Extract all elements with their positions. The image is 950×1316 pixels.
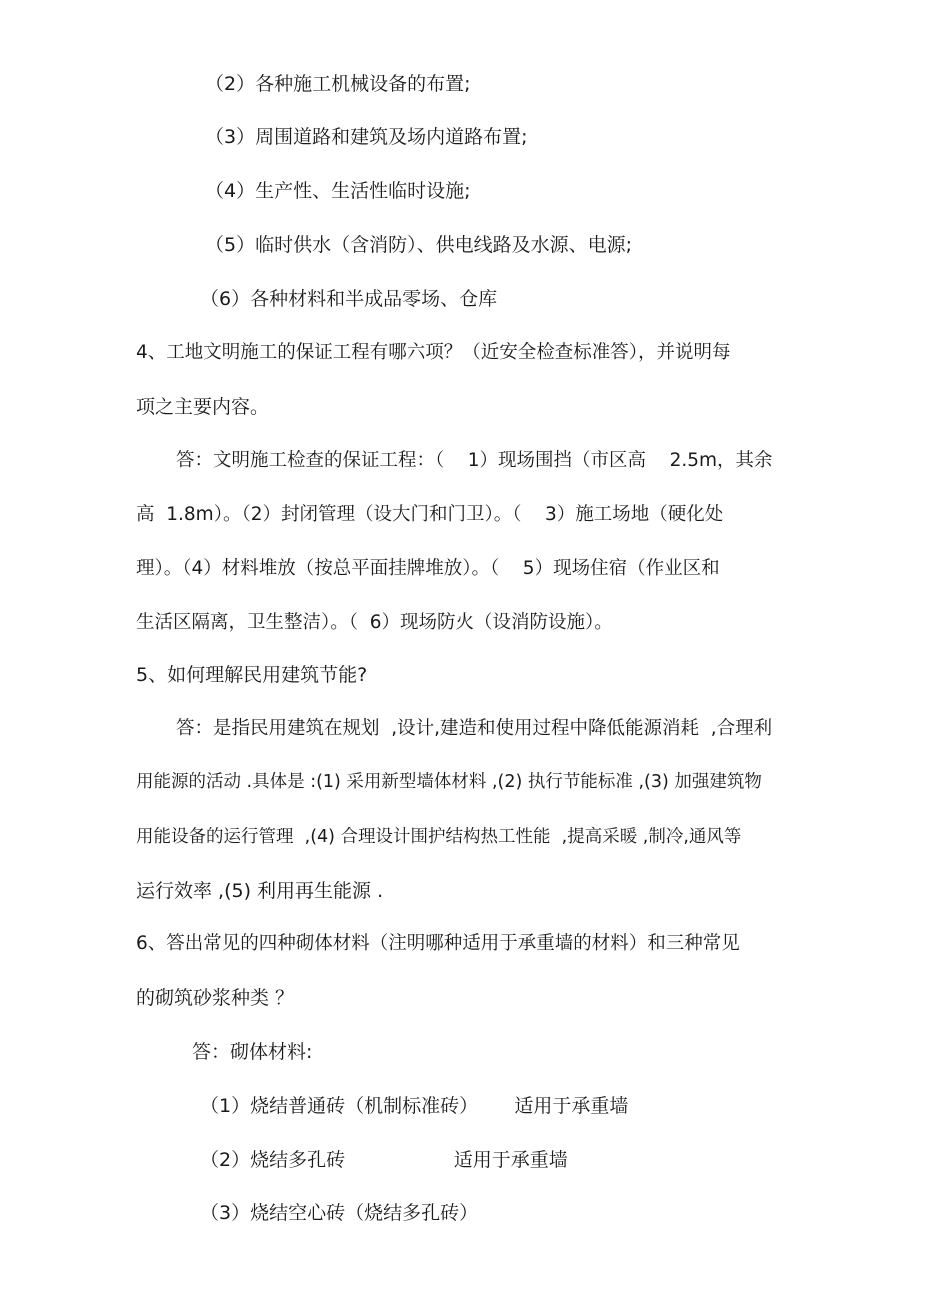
answer-paragraph-line: 用能源的活动 .具体是 :(1) 采用新型墙体材料 ,(2) 执行节能标准 ,(3) 加强建筑物: [136, 772, 762, 792]
answer-paragraph-line: 高 1.8m）。（2）封闭管理（设大门和门卫）。（ 3）施工场地（硬化处: [136, 504, 724, 525]
answer-paragraph-line: 运行效率 ,(5) 利用再生能源 .: [136, 880, 384, 902]
answer-label: 答：砌体材料:: [192, 1041, 313, 1063]
question-heading: 4、工地文明施工的保证工程有哪六项？（近安全检查标准答），并说明每: [136, 342, 731, 363]
answer-paragraph-line: 答：是指民用建筑在规划 ,设计,建造和使用过程中降低能源消耗 ,合理利: [176, 718, 773, 739]
question-heading-continued: 的砌筑砂浆种类 ？: [136, 987, 295, 1009]
list-item: （5）临时供水（含消防）、供电线路及水源、电源;: [205, 234, 632, 256]
list-item: （2）烧结多孔砖 适用于承重墙: [200, 1149, 568, 1171]
list-item: （3）周围道路和建筑及场内道路布置;: [205, 126, 528, 148]
question-heading: 5、如何理解民用建筑节能?: [136, 664, 368, 686]
answer-paragraph-line: 答：文明施工检查的保证工程：（ 1）现场围挡（市区高 2.5m，其余: [176, 450, 773, 471]
list-item: （4）生产性、生活性临时设施;: [205, 180, 471, 202]
question-heading: 6、答出常见的四种砌体材料（注明哪种适用于承重墙的材料）和三种常见: [136, 933, 740, 954]
answer-paragraph-line: 理）。（4）材料堆放（按总平面挂牌堆放）。（ 5）现场住宿（作业区和: [136, 558, 720, 579]
list-item: （2）各种施工机械设备的布置;: [205, 73, 471, 95]
list-item: （3）烧结空心砖（烧结多孔砖）: [200, 1202, 479, 1224]
answer-paragraph-line: 用能设备的运行管理 ,(4) 合理设计围护结构热工性能 ,提高采暖 ,制冷,通风等: [136, 827, 742, 847]
list-item: （1）烧结普通砖（机制标准砖） 适用于承重墙: [200, 1095, 629, 1117]
question-heading-continued: 项之主要内容。: [136, 396, 270, 418]
list-item: （6）各种材料和半成品零场、仓库: [200, 288, 498, 310]
answer-paragraph-line: 生活区隔离，卫生整洁）。（ 6）现场防火（设消防设施）。: [136, 612, 613, 633]
